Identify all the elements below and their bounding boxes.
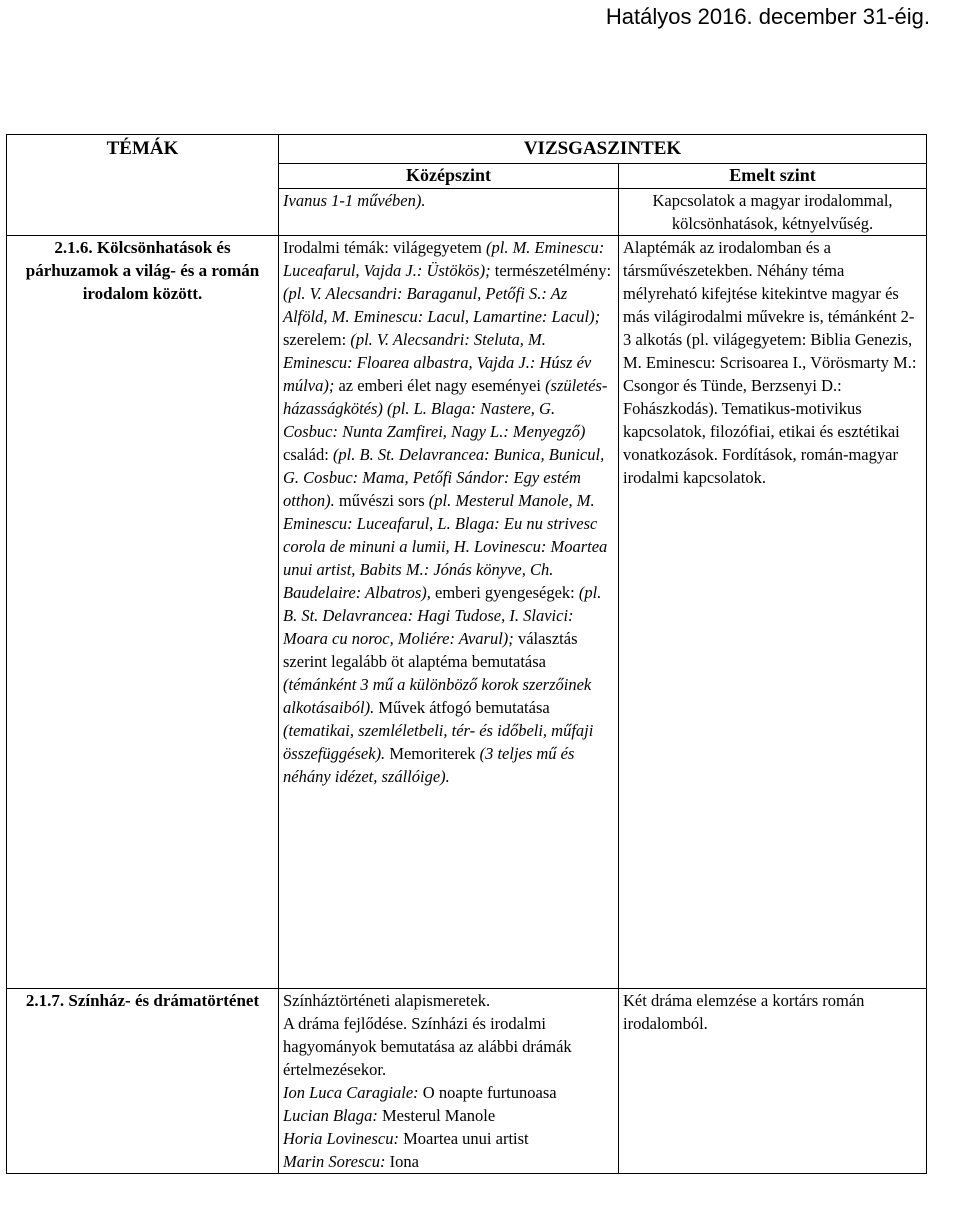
row1-mid-segment: (tematikai, szemléletbeli, tér- és időbeli, műfaji összefüggések). [283,721,594,763]
row1-mid-segment: Memoriterek [385,744,480,763]
row1-mid-segment: (pl. M. Eminescu: Luceafarul, Vajda J.: Üstökös); [283,238,605,280]
drama-line [283,1081,614,1104]
row1-mid-segment: (3 teljes mű és néhány idézet, szállóige). [283,744,575,786]
row1-mid-segment: az emberi élet nagy eseményei [334,376,546,395]
row1-high-cell: Alaptémák az irodalomban és a társművészetekben. Néhány téma mélyreható kifejtése kitekintve magyar és más világirodalmi művekre is, témánként 2-3 alkotás (pl. világegyetem: Biblia Genezis, M. Eminescu: Scrisoarea I., Vörösmarty M.: Csongor és Tünde, Berzsenyi D.: Fohászkodás). Tematikus-motivikus kapcsolatok, filozófiai, etikai és esztétikai vonatkozások. Fordítások, román-magyar irodalmi kapcsolatok. [619,236,927,989]
row2-mid-segment: Moartea unui artist [398,1129,529,1148]
high-level-header: Emelt szint [619,164,927,189]
row2-mid-segment: A dráma fejlődése. Színházi és irodalmi hagyományok bemutatása az alábbi drámák értelmezésekor. [283,1014,572,1079]
drama-line [283,1012,614,1081]
row2-mid-segment: Ion Luca Caragiale: [283,1083,419,1102]
topic-2-1-7: 2.1.7. Színház- és drámatörténet [7,989,279,1174]
topic-2-1-6: 2.1.6. Kölcsönhatások és párhuzamok a világ- és a román irodalom között. [7,236,279,989]
drama-line [283,1104,614,1127]
drama-line [283,989,614,1012]
row2-mid-segment: Iona [385,1152,419,1171]
row1-mid-segment: (születés-házasságkötés) (pl. L. Blaga: Nastere, G. Cosbuc: Nunta Zamfirei, Nagy L.: Menyegző) [283,376,608,441]
row1-mid-segment: művészi sors [334,491,429,510]
row1-mid-segment: Művek átfogó bemutatása [374,698,550,717]
mid-level-header: Középszint [279,164,619,189]
row1-mid-segment: emberi gyengeségek: [430,583,579,602]
topics-header: TÉMÁK [7,135,279,236]
row2-mid-segment: Mesterul Manole [377,1106,496,1125]
row2-mid-cell [279,989,619,1174]
row2-mid-segment: O noapte furtunoasa [418,1083,557,1102]
row1-mid-segment: (pl. V. Alecsandri: Baraganul, Petőfi S.: Az Alföld, M. Eminescu: Lacul, Lamartine: Lacul); [283,284,601,326]
row1-mid-segment: (pl. V. Alecsandri: Steluta, M. Eminescu: Floarea albastra, Vajda J.: Húsz év múlva); [283,330,592,395]
row1-mid-segment: választás szerint legalább öt alaptéma bemutatása [283,629,578,671]
row2-mid-segment: Lucian Blaga: [283,1106,378,1125]
row2-high-cell: Két dráma elemzése a kortárs román irodalomból. [619,989,927,1174]
drama-line [283,1127,614,1150]
drama-line [283,1150,614,1173]
row1-mid-segment: (pl. B. St. Delavrancea: Hagi Tudose, I. Slavici: Moara cu noroc, Moliére: Avarul); [283,583,602,648]
row1-mid-segment: szerelem: [283,330,351,349]
row1-mid-segment: (témánként 3 mű a különböző korok szerzőinek alkotásaiból). [283,675,592,717]
row2-mid-segment: Színháztörténeti alapismeretek. [283,991,491,1010]
row1-mid-segment: család: [283,445,333,464]
carry-mid-cell: Ivanus 1-1 művében). [279,189,619,236]
exam-levels-header: VIZSGASZINTEK [279,135,927,164]
row1-mid-segment: (pl. B. St. Delavrancea: Bunica, Bunicul, G. Cosbuc: Mama, Petőfi Sándor: Egy estém otthon). [283,445,605,510]
row2-mid-segment: Horia Lovinescu: [283,1129,399,1148]
row1-mid-segment: Irodalmi témák: világegyetem [283,238,486,257]
row2-mid-segment: Marin Sorescu: [283,1152,386,1171]
row1-mid-cell [279,236,619,989]
page-header: Hatályos 2016. december 31-éig. [605,4,930,29]
row1-mid-segment: természetélmény: [490,261,612,280]
exam-topics-table [6,134,927,1174]
row1-mid-segment: (pl. Mesterul Manole, M. Eminescu: Luceafarul, L. Blaga: Eu nu strivesc corola de minuni a lumii, H. Lovinescu: Moartea unui artist, Babits M.: Jónás könyve, Ch. Baudelaire: Albatros), [283,491,608,602]
carry-high-cell: Kapcsolatok a magyar irodalommal, kölcsönhatások, kétnyelvűség. [619,189,927,236]
